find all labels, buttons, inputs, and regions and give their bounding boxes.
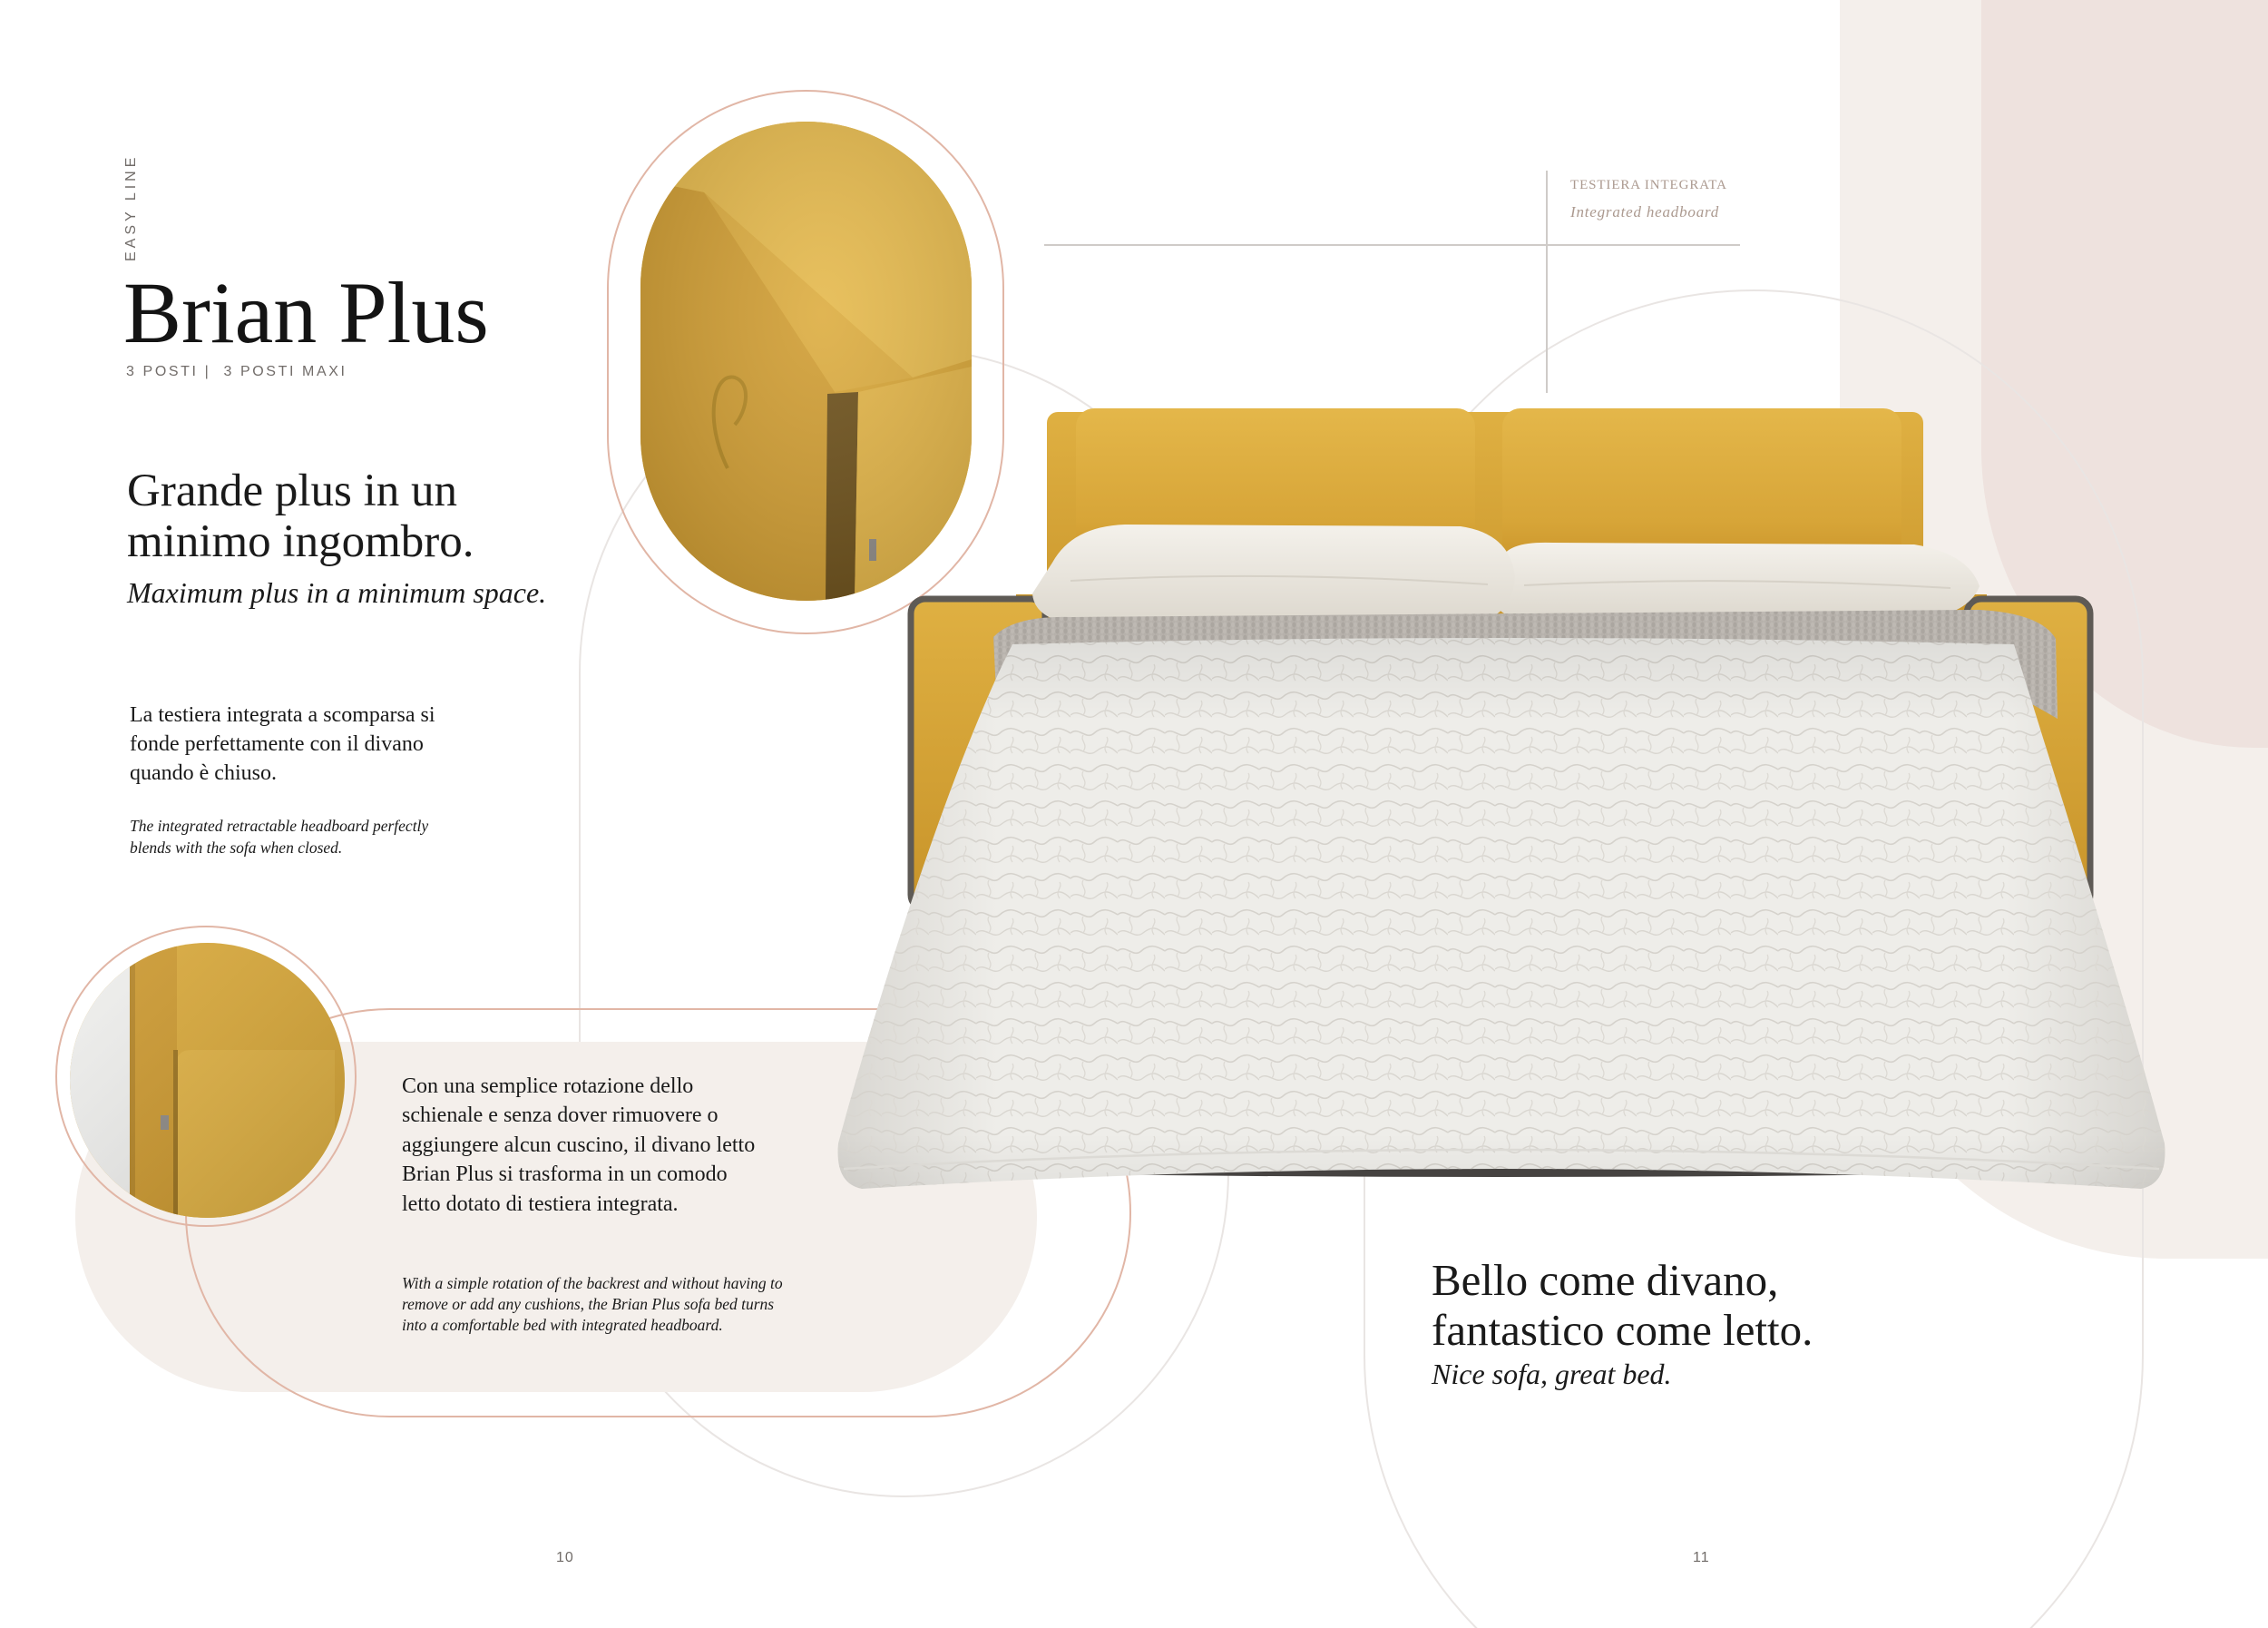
transformation-line: schienale e senza dover rimuovere o — [402, 1103, 719, 1128]
intro-translation-line: The integrated retractable headboard perfectly — [130, 817, 429, 835]
page-number-left: 10 — [556, 1550, 574, 1565]
callout-label: TESTIERA INTEGRATA — [1570, 178, 1727, 192]
headline — [127, 466, 474, 567]
transformation-translation-line: With a simple rotation of the backrest and without having to — [402, 1274, 783, 1292]
headline-line: Grande plus in un — [127, 466, 458, 516]
transformation-translation-line: remove or add any cushions, the Brian Plus sofa bed turns — [402, 1295, 775, 1313]
sofa-bed-photo — [835, 399, 2168, 1207]
bedspread-shading — [838, 638, 2165, 1189]
transformation-line: aggiungere alcun cuscino, il divano letto — [402, 1133, 756, 1157]
closing-line: fantastico come letto. — [1432, 1305, 1813, 1355]
page-number-right: 11 — [1693, 1550, 1710, 1565]
callout-horizontal-rule — [1044, 244, 1740, 246]
intro-paragraph — [130, 701, 435, 788]
intro-line: quando è chiuso. — [130, 761, 277, 785]
callout-translation: Integrated headboard — [1570, 203, 1720, 221]
transformation-line: Brian Plus si trasforma in un comodo — [402, 1162, 728, 1187]
headline-line: minimo ingombro. — [127, 516, 474, 567]
fabric-shading — [70, 943, 345, 1218]
transformation-line: letto dotato di testiera integrata. — [402, 1192, 679, 1216]
product-variants: 3 POSTI | 3 POSTI MAXI — [126, 364, 347, 379]
headline-translation: Maximum plus in a minimum space. — [127, 576, 547, 609]
closing-line: Bello come divano, — [1432, 1255, 1779, 1305]
callout-vertical-rule — [1546, 171, 1548, 393]
series-label: EASY LINE — [123, 153, 139, 261]
transformation-translation-line: into a comfortable bed with integrated headboard. — [402, 1316, 723, 1334]
transformation-paragraph — [402, 1072, 755, 1219]
closing-headline — [1432, 1255, 1813, 1355]
intro-translation-line: blends with the sofa when closed. — [130, 839, 343, 857]
pillow-right — [1491, 543, 1980, 622]
transformation-translation — [402, 1273, 783, 1336]
transformation-line: Con una semplice rotazione dello — [402, 1074, 694, 1098]
intro-translation — [130, 815, 428, 858]
intro-line: fonde perfettamente con il divano — [130, 732, 424, 756]
detail-photo-bottom-svg — [70, 943, 345, 1218]
product-title: Brian Plus — [123, 264, 489, 361]
intro-line: La testiera integrata a scomparsa si — [130, 703, 435, 727]
detail-photo-bottom — [70, 943, 345, 1218]
closing-translation: Nice sofa, great bed. — [1432, 1358, 1672, 1390]
sofa-bed-svg — [835, 399, 2168, 1207]
